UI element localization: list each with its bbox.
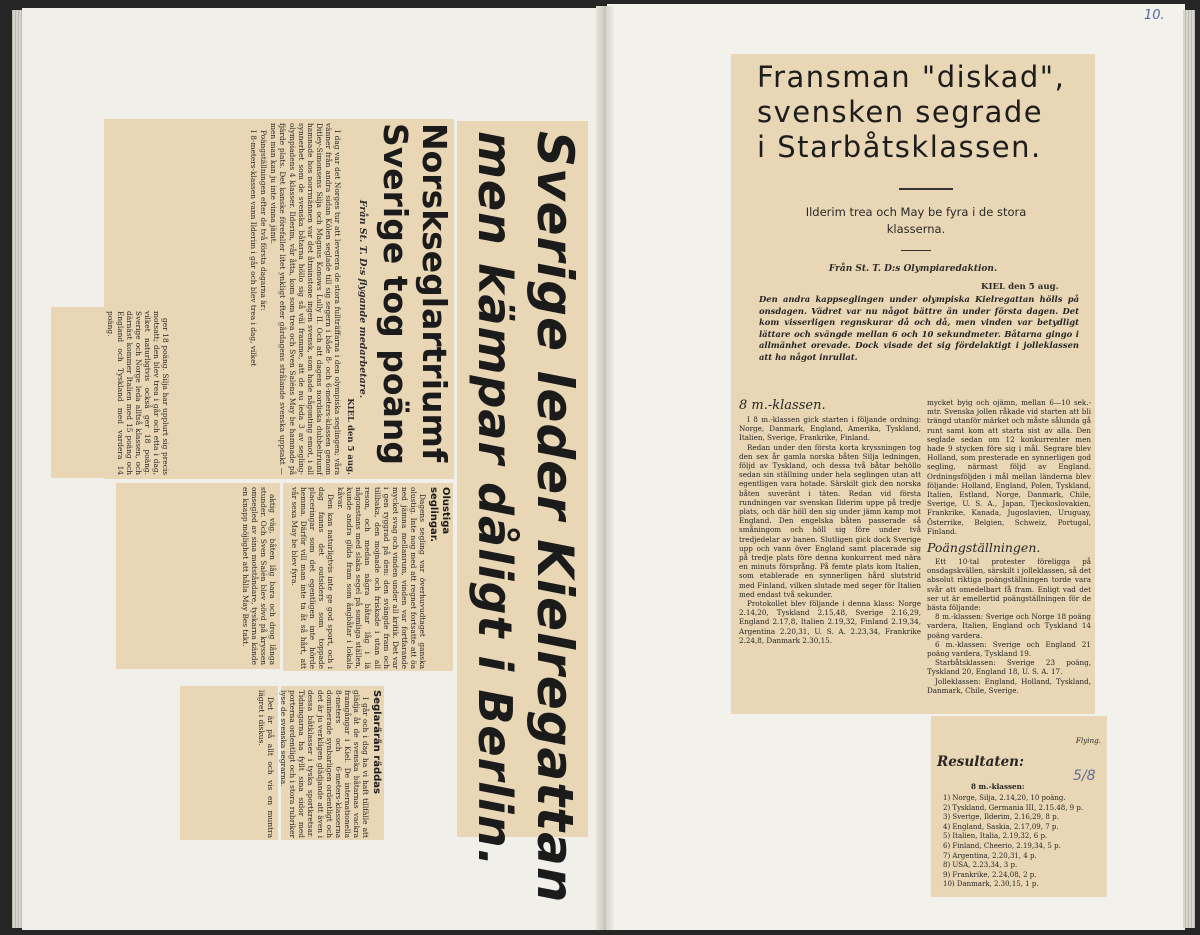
article1-paragraph: I dag var det Norges tur att leverera de stora fullträffarna i den olympiska seglingen; våra vänner från andra sidan Kölen seglade till sig segern i både 8- och 6-meters-klassen genom Ditley-Simonsens Silja och Magnus Konows Lully II. Och att dagens nordiska dubbeltriumf hamnade hos norrmännen var det åtminstone ingen svensk, som hade någonting emot, i all synnerhet som de svenska båtarna höllo sig så väl framme, att de nu leda 3 av segling-olympiadens 4 klasser. Ilderim, vår åtta, kom som trea och Sven Saléns May be hamnade på fjärde plats. Det kanske förefaller litet ynkligt efter gårdagens strålande svenska uppsakt — men man kan ju inte vinna jämt.: [269, 123, 342, 475]
article1-continuation-clipping: [51, 307, 173, 478]
section-8m-paragraph: Protokollet blev följande i denna klass: Norge 2.14,20, Tyskland 2.15,48, Sverige 2.16,29, England 2.17,8, Italien 2.19,32, Finland 2.19,34, Argentina 2.20,31, U. S. A. 2.23,34, Frankrike 2.24,8, Danmark 2.30,15.: [739, 599, 921, 645]
right-byline: Från St. T. D:s Olympiaredaktion.: [828, 264, 998, 274]
article1-paragraph: Poängställningen efter de två första dagarna är:: [259, 130, 269, 311]
results-item: 8) USA, 2.23,34, 3 p.: [943, 861, 1018, 870]
right-headline-line1: Fransman "diskad",: [757, 60, 1066, 94]
article2-cont-body: [240, 487, 277, 665]
main-headline-line1: Sverige leder Kielregattan: [526, 131, 584, 904]
book-spine: [596, 6, 614, 930]
results-item: 9) Frankrike, 2.24,08, 2 p.: [943, 870, 1037, 879]
section-jolle-col2: [927, 398, 1091, 536]
headline-rule: [899, 188, 953, 190]
section-poang-paragraph: Jolleklassen: England, Holland, Tyskland, Danmark, Chile, Sverige.: [927, 676, 1091, 695]
article2-paragraph: Dagens segling var överhuvudtaget ganska olustig. Inte nog med att regnet fortsatte att öa ned jämna mellanrum, vinden var fortfarande mycket svag och vinden under all kritik. Det var i gen ryggrad på den: den svängde fram och tillbaka, den mojnade och friskade i utan all reson, och medan några båtar låg i lä någonstans med slaka segel på somliga ställen, kunde andra glida fram som ångbåtar i lokala kåvar.: [336, 487, 427, 669]
section-jolle-paragraph: mycket byig och ojämn, mellan 6—10 sek.-mtr. Svenska jollen råkade vid starten att bli trängd utanför märket och måste sålunda gå runt samt kom att starta sist av alla. Den seglade sedan om 12 konkurrenter men hade 9 stycken före sig i mål. Segrare blev Holland, som presterade en synnerligen god segling, närmast följd av England. Ordningsföljden i mål mellan länderna blev följande: Holland, England, Polen, Tyskland, Italien, Estland, Norge, Danmark, Chile, Sverige, U. S. A., Japan, Tjeckoslovakien, Frankrike, Kanada, Jugoslavien, Uruguay, Österrike, Belgien, Schweiz, Portugal, Finland.: [927, 398, 1091, 536]
main-headline-clipping: [457, 121, 588, 904]
article3-headline: Seglarärän räddas: [371, 690, 382, 794]
article1-paragraph: I 8-meters-klassen vann Ilderim i går och blev trea i dag, vilket: [249, 130, 259, 367]
article2-paragraph: Den kan naturligtvis inte ge god sport, och i dag fanns det outsiders som toppade placeringar som det egentligen inte hörde hemma. Därför vill man inte ta åt så hårt, att vår sexa May be blev fyra.: [289, 487, 336, 669]
right-headline-line3: i Starbåtsklassen.: [757, 130, 1042, 164]
section-poang-body: [927, 557, 1091, 695]
article3-paragraph: I går och i dag ha vi haft tillfälle att glädja åt de svenska båtarnas vackra framgångar i Kiel. De internationella 8-meters och 6-meters-klasserna dominerade synbarligen ordentligt och det är ju verkligen glädjande att även i dessa båtklasser i tyska sportkretsar. Tidningarna ha fyllt sina sidor med porterna ordentligt och i stora rubriker lyse de svenska segrarna.: [279, 690, 370, 838]
article-seglararan-clipping: [281, 686, 384, 840]
results-item: 7) Argentina, 2.20,31, 4 p.: [943, 851, 1037, 860]
results-list: [943, 794, 1103, 890]
fransman-diskad-clipping: [731, 54, 1095, 714]
article3-cont-body: [256, 690, 275, 838]
results-item: 1) Norge, Silja, 2.14,20, 10 poäng.: [943, 794, 1066, 802]
article1-cont-body: [105, 311, 170, 475]
article2-cont-paragraph: aktig väg, båten låg bara och drog långa stunder. Och Sven Salén blev sövd på kryssen omsegled av sina motståndare, tyskarna kände en knapp möjlighet att hålla May Bes takt.: [240, 487, 277, 665]
section-8m-title: 8 m.-klassen.: [739, 398, 826, 413]
results-item: 10) Danmark, 2.30,15, 1 p.: [943, 880, 1039, 889]
handwritten-date: 5/8: [1073, 768, 1096, 784]
article-signature: Flying.: [1075, 736, 1101, 745]
results-item: 2) Tyskland, Germania III, 2.15.48, 9 p.: [943, 803, 1084, 812]
right-headline-line2: svensken segrade: [757, 95, 1044, 129]
right-subhead: Ilderim trea och May be fyra i de stora klasserna.: [805, 205, 1027, 236]
section-poang-paragraph: Ett 10-tal protester föreligga på onsdagskvällen, särskilt i jolleklassen, så det absolut riktiga poängställningen torde vara svår att omedelbart få fram. Enligt vad det ser ut är emellertid poängställningen för de bästa följande:: [927, 557, 1091, 613]
section-8m-paragraph: I 8 m.-klassen gick starten i följande ordning: Norge, Danmark, England, Amerika, Tyskland, Italien, Sverige, Frankrike, Finland.: [739, 415, 921, 443]
subhead-rule: [901, 250, 931, 251]
results-item: 6) Finland, Cheerio, 2.19,34, 5 p.: [943, 841, 1061, 850]
main-headline-line2: men kämpar dåligt i Berlin.: [468, 131, 522, 868]
results-item: 4) England, Saskia, 2.17,09, 7 p.: [943, 822, 1059, 831]
results-class-label: 8 m.-klassen:: [971, 782, 1025, 791]
section-8m-paragraph: Redan under den första korta kryssningen tog den sex år gamla norska båten Silja ledningen, följd av Tyskland, och dessa två båtar behöllo sedan sin ställning under hela seglingen utan att egentligen vara hotade. Särskilt gick den norska båten suveränt i täten. Redan vid första rundningen var svenskan Ilderim uppe på tredje plats, och där höll den sig under jämn kamp mot England. Den engelska båten passerade så småningom och höll sig före under två tredjedelar av banen. Slutligen gick dock Sverige upp och vann över England samt placerade sig på tredje plats före denna konkurrent med nära en minuts försprång. På femte plats kom Italien, som etablerade en synnerligen hård slutstrid med Finland, vilken slutade med seger för Italien med endast två sekunder.: [739, 442, 921, 599]
section-poang-paragraph: Starbåtsklassen: Sverige 23 poäng, Tyskland 20, England 18, U. S. A. 17.: [927, 658, 1091, 677]
section-8m-col1: [739, 415, 921, 645]
right-dateline: KIEL den 5 aug.: [981, 282, 1059, 292]
article2-body: [290, 487, 427, 669]
results-item: 3) Sverige, Ilderim, 2.16,29, 8 p.: [943, 813, 1059, 822]
results-title: Resultaten:: [937, 754, 1024, 770]
results-clipping: [931, 716, 1107, 897]
article1-body: [249, 123, 342, 475]
section-poang-title: Poängställningen.: [927, 540, 1041, 556]
article1-dateline: KIEL den 5 aug.: [345, 398, 355, 475]
article3-continuation-clipping: [180, 686, 278, 840]
article1-headline1: Norskseglartriumf: [415, 123, 454, 463]
article1-headline2: Sverige tog poäng: [376, 123, 415, 465]
article-olustiga-seglingar-clipping: [283, 483, 453, 671]
article2-continuation-clipping: [116, 483, 280, 669]
page-edges-right: [1183, 10, 1195, 928]
section-poang-paragraph: 6 m.-klassen: Sverige och England 21 poäng vardera, Tyskland 19.: [927, 639, 1091, 659]
article1-cont-paragraph: ger 18 poäng. Silja har upplurt sig precis motsatt; den blev trea i går och etta i dag, vilket naturligtvis också ger 18 poäng. Sverige och Norge leda alltså klassen, och därnäst kommer Italien med 15 poäng och England och Tyskland med vardera 14 poäng.: [106, 311, 170, 475]
article3-cont-paragraph: Det är på allt och vis en muntra lägret i diskus.: [256, 690, 275, 838]
article3-body: [279, 690, 370, 838]
right-lead: Den andra kappseglingen under olympiska Kielregattan hölls på onsdagen. Vädret var nu något bättre än under första dagen. Det kom visserligen regnskurar då och då, men vinden var betydligt lättare och svängde mellan 6 och 10 sekundmeter. Båtarna gingo i allmänhet orevade. Dock visade det sig fördelaktigt i jolleklassen att ha något inrullat.: [759, 294, 1079, 362]
page-edges-left: [12, 10, 22, 928]
article2-headline: Olustiga seglingar.: [428, 487, 451, 543]
section-poang-paragraph: 8 m.-klassen: Sverige och Norge 18 poäng vardera, Italien, England och Tyskland 14 poäng vardera.: [927, 612, 1091, 640]
page-number: 10.: [1144, 8, 1165, 23]
article1-byline: Från St. T. D:s flygande medarbetare.: [357, 199, 368, 399]
results-item: 5) Italien, Italia, 2.19,32, 6 p.: [943, 832, 1048, 841]
